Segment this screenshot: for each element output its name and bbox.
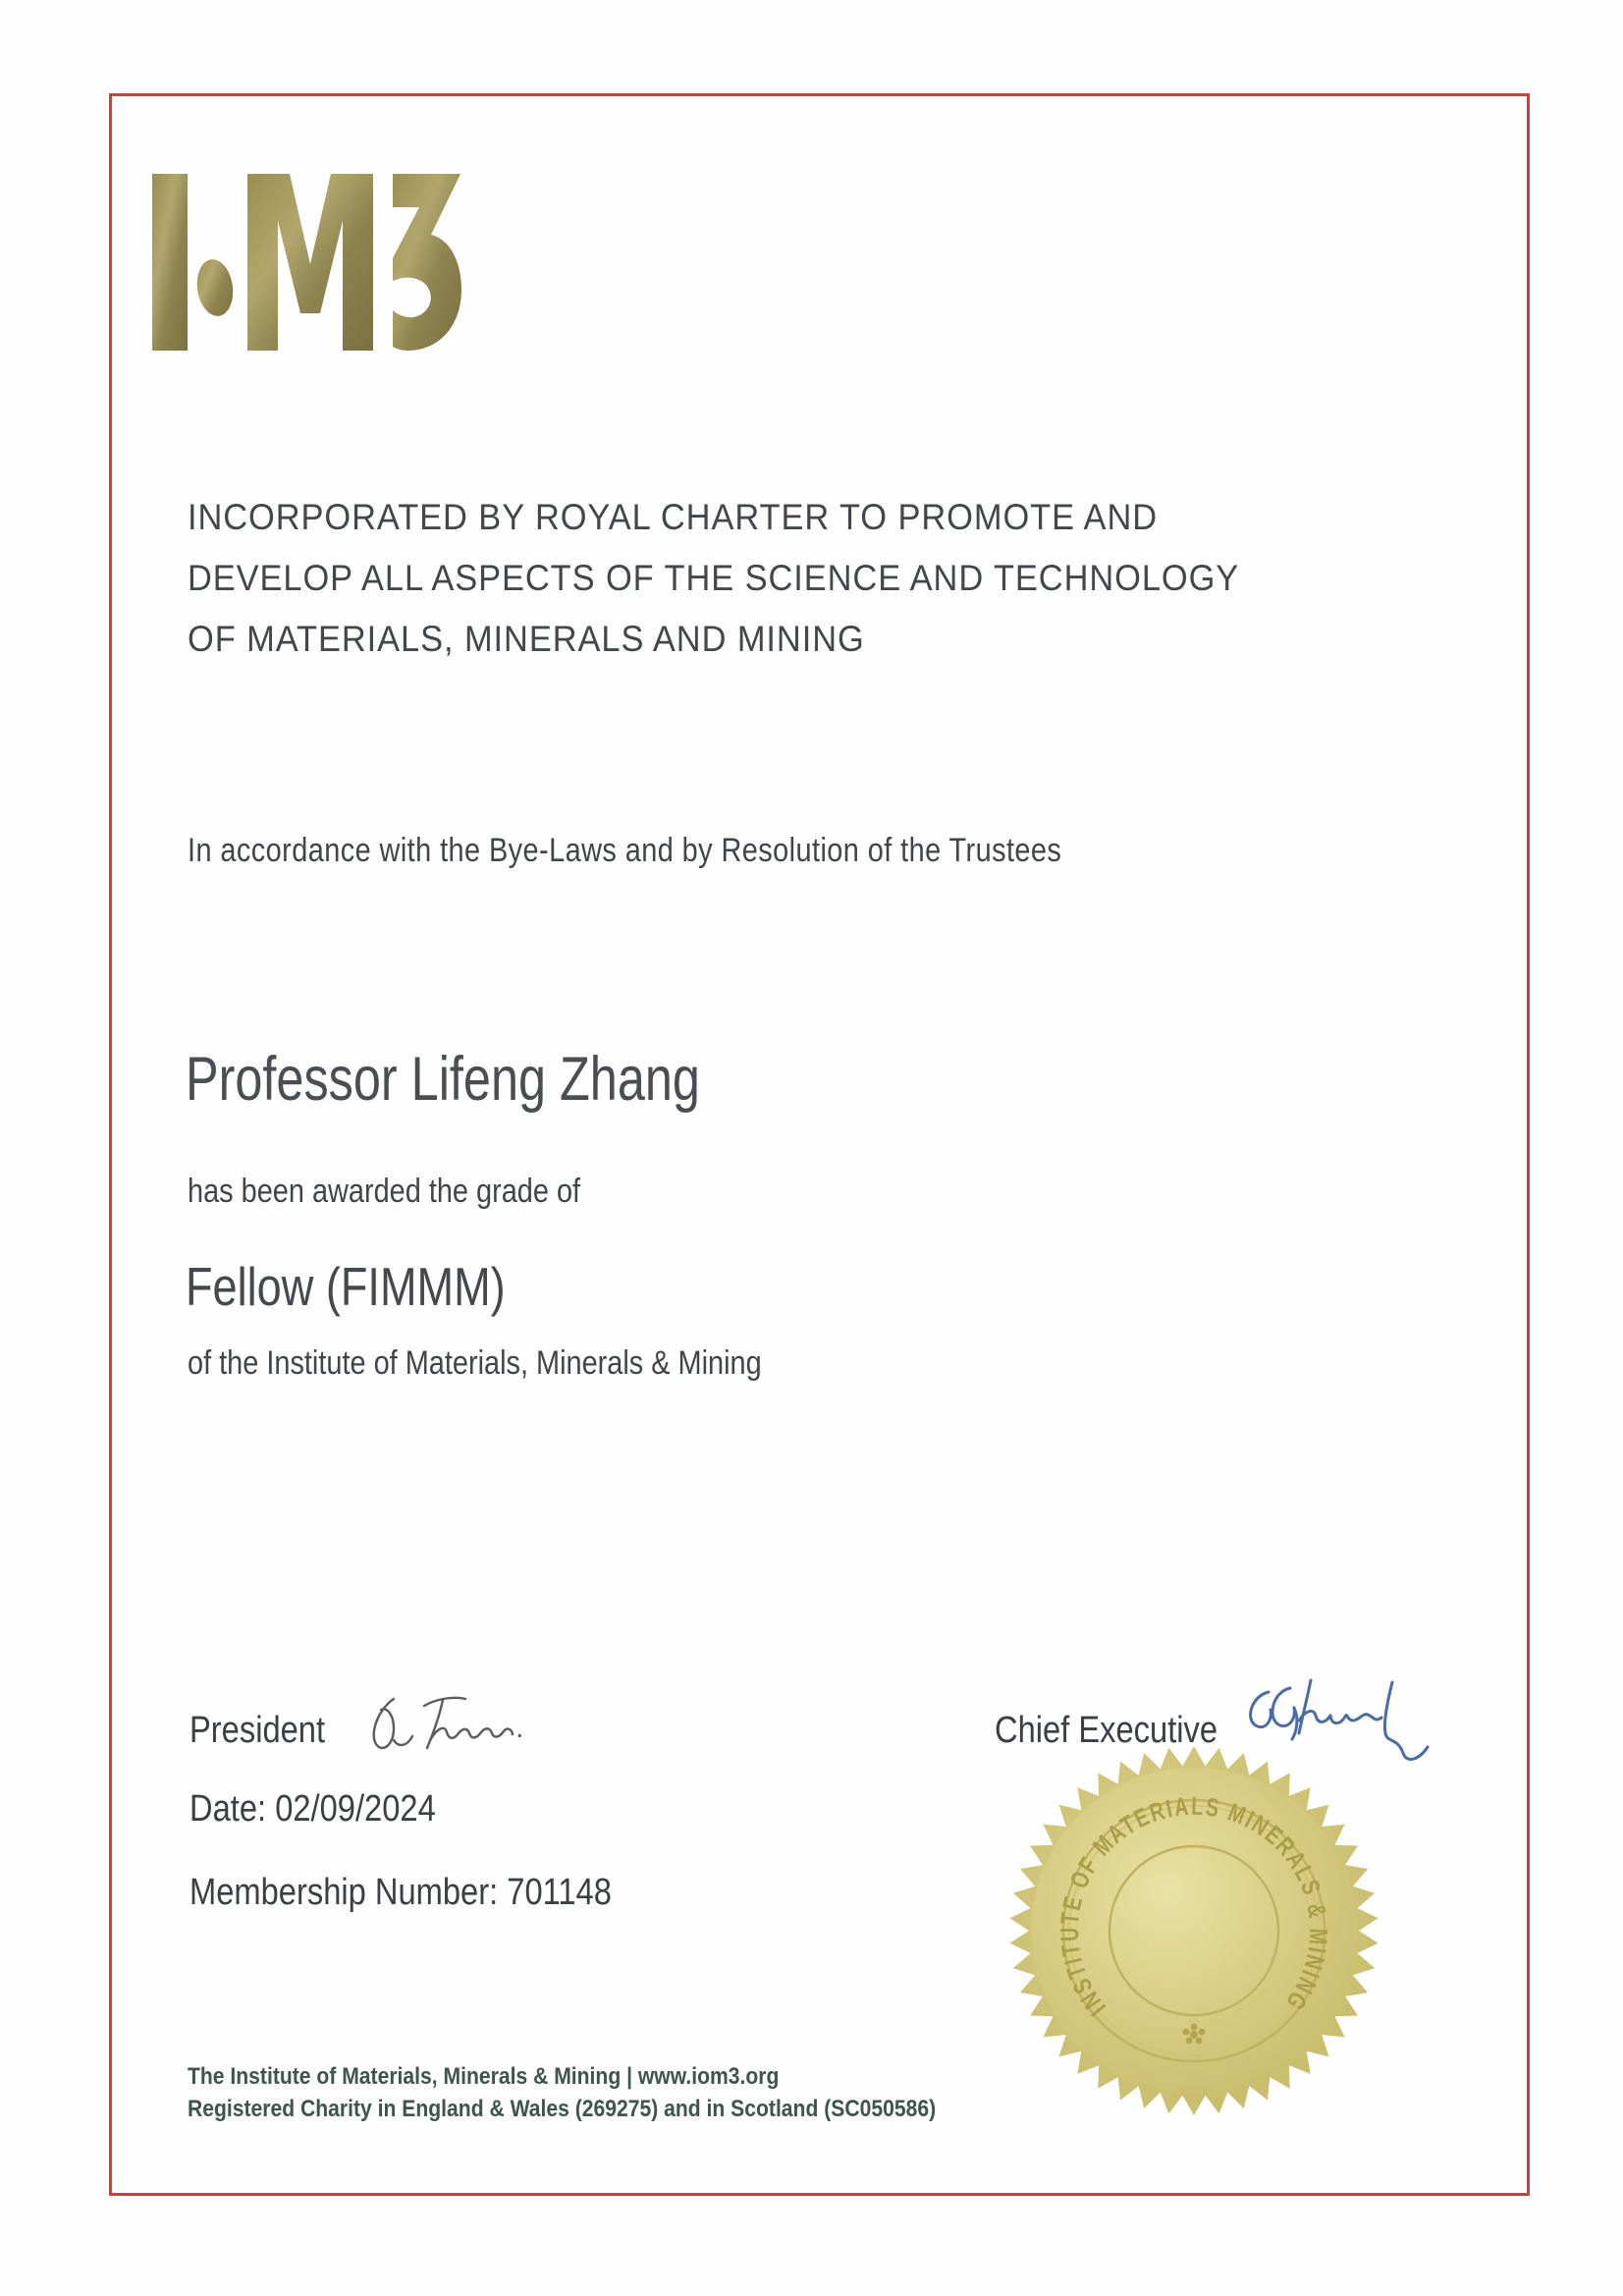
award-grade: Fellow (FIMMM) [186, 1256, 506, 1317]
footer-line-1: The Institute of Materials, Minerals & Mining | www.iom3.org [188, 2063, 780, 2090]
date-line [189, 1790, 436, 1828]
resolution-line: In accordance with the Bye-Laws and by Resolution of the Trustees [188, 832, 1062, 869]
date-value: 02/09/2024 [275, 1788, 436, 1830]
president-label: President [189, 1710, 326, 1751]
iom3-logo [152, 173, 462, 352]
seal-ring-text: INSTITUTE OF MATERIALS MINERALS & MINING [1054, 1790, 1334, 2022]
membership-label: Membership Number: [189, 1872, 499, 1913]
membership-line [189, 1874, 612, 1911]
gold-seal [1007, 1744, 1380, 2117]
recipient-name: Professor Lifeng Zhang [186, 1045, 700, 1114]
footer-line-2: Registered Charity in England & Wales (269275) and in Scotland (SC050586) [188, 2096, 937, 2122]
membership-value: 701148 [507, 1872, 612, 1913]
date-label: Date: [189, 1788, 267, 1830]
chief-executive-label: Chief Executive [995, 1710, 1218, 1751]
logo-dot [193, 257, 237, 318]
charter-line-2: DEVELOP ALL ASPECTS OF THE SCIENCE AND TECHNOLOGY [188, 558, 1240, 598]
award-organisation: of the Institute of Materials, Minerals & Mining [188, 1344, 762, 1382]
charter-line-1: INCORPORATED BY ROYAL CHARTER TO PROMOTE AND [188, 497, 1159, 537]
footer [188, 2060, 936, 2125]
charter-line-3: OF MATERIALS, MINERALS AND MINING [188, 619, 865, 659]
charter-statement [188, 487, 1239, 670]
logo-digit-3 [393, 174, 461, 351]
president-signature [361, 1679, 548, 1777]
award-intro: has been awarded the grade of [188, 1173, 581, 1210]
logo-letter-m [247, 174, 373, 351]
logo-letter-i [152, 174, 188, 351]
